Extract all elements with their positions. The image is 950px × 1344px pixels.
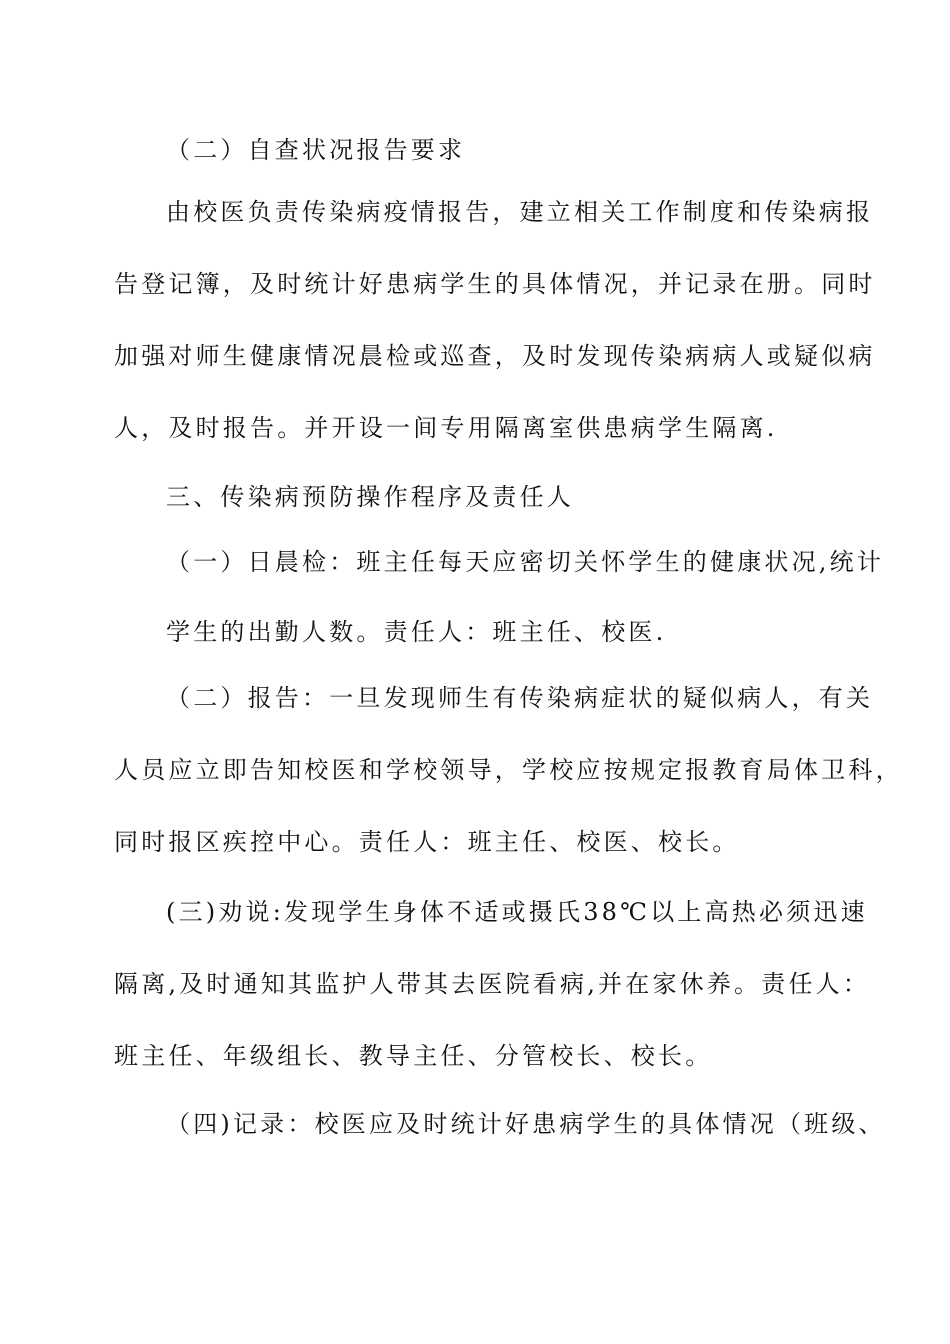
paragraph-line: 隔离,及时通知其监护人带其去医院看病,并在家休养。责任人： [114, 970, 871, 998]
paragraph-line: （二）报告：一旦发现师生有传染病症状的疑似病人，有关 [166, 684, 874, 712]
paragraph-line: 人员应立即告知校医和学校领导，学校应按规定报教育局体卫科， [114, 756, 903, 784]
subheading-self-check-report: （二）自查状况报告要求 [166, 136, 466, 164]
paragraph-line: 告登记簿，及时统计好患病学生的具体情况，并记录在册。同时 [114, 270, 876, 298]
paragraph-line: 人，及时报告。并开设一间专用隔离室供患病学生隔离. [114, 414, 778, 442]
paragraph-line: 学生的出勤人数。责任人：班主任、校医. [166, 618, 667, 646]
section-heading-prevention-procedure: 三、传染病预防操作程序及责任人 [166, 483, 574, 511]
paragraph-line: （四)记录：校医应及时统计好患病学生的具体情况（班级、 [166, 1110, 886, 1138]
paragraph-line: (三)劝说:发现学生身体不适或摄氏38℃以上高热必须迅速 [166, 898, 868, 926]
paragraph-line: 班主任、年级组长、教导主任、分管校长、校长。 [114, 1042, 713, 1070]
paragraph-line: 加强对师生健康情况晨检或巡查，及时发现传染病病人或疑似病 [114, 342, 876, 370]
paragraph-line: 同时报区疾控中心。责任人：班主任、校医、校长。 [114, 828, 740, 856]
paragraph-line: 由校医负责传染病疫情报告，建立相关工作制度和传染病报 [166, 198, 874, 226]
paragraph-line: （一）日晨检：班主任每天应密切关怀学生的健康状况,统计 [166, 548, 885, 576]
